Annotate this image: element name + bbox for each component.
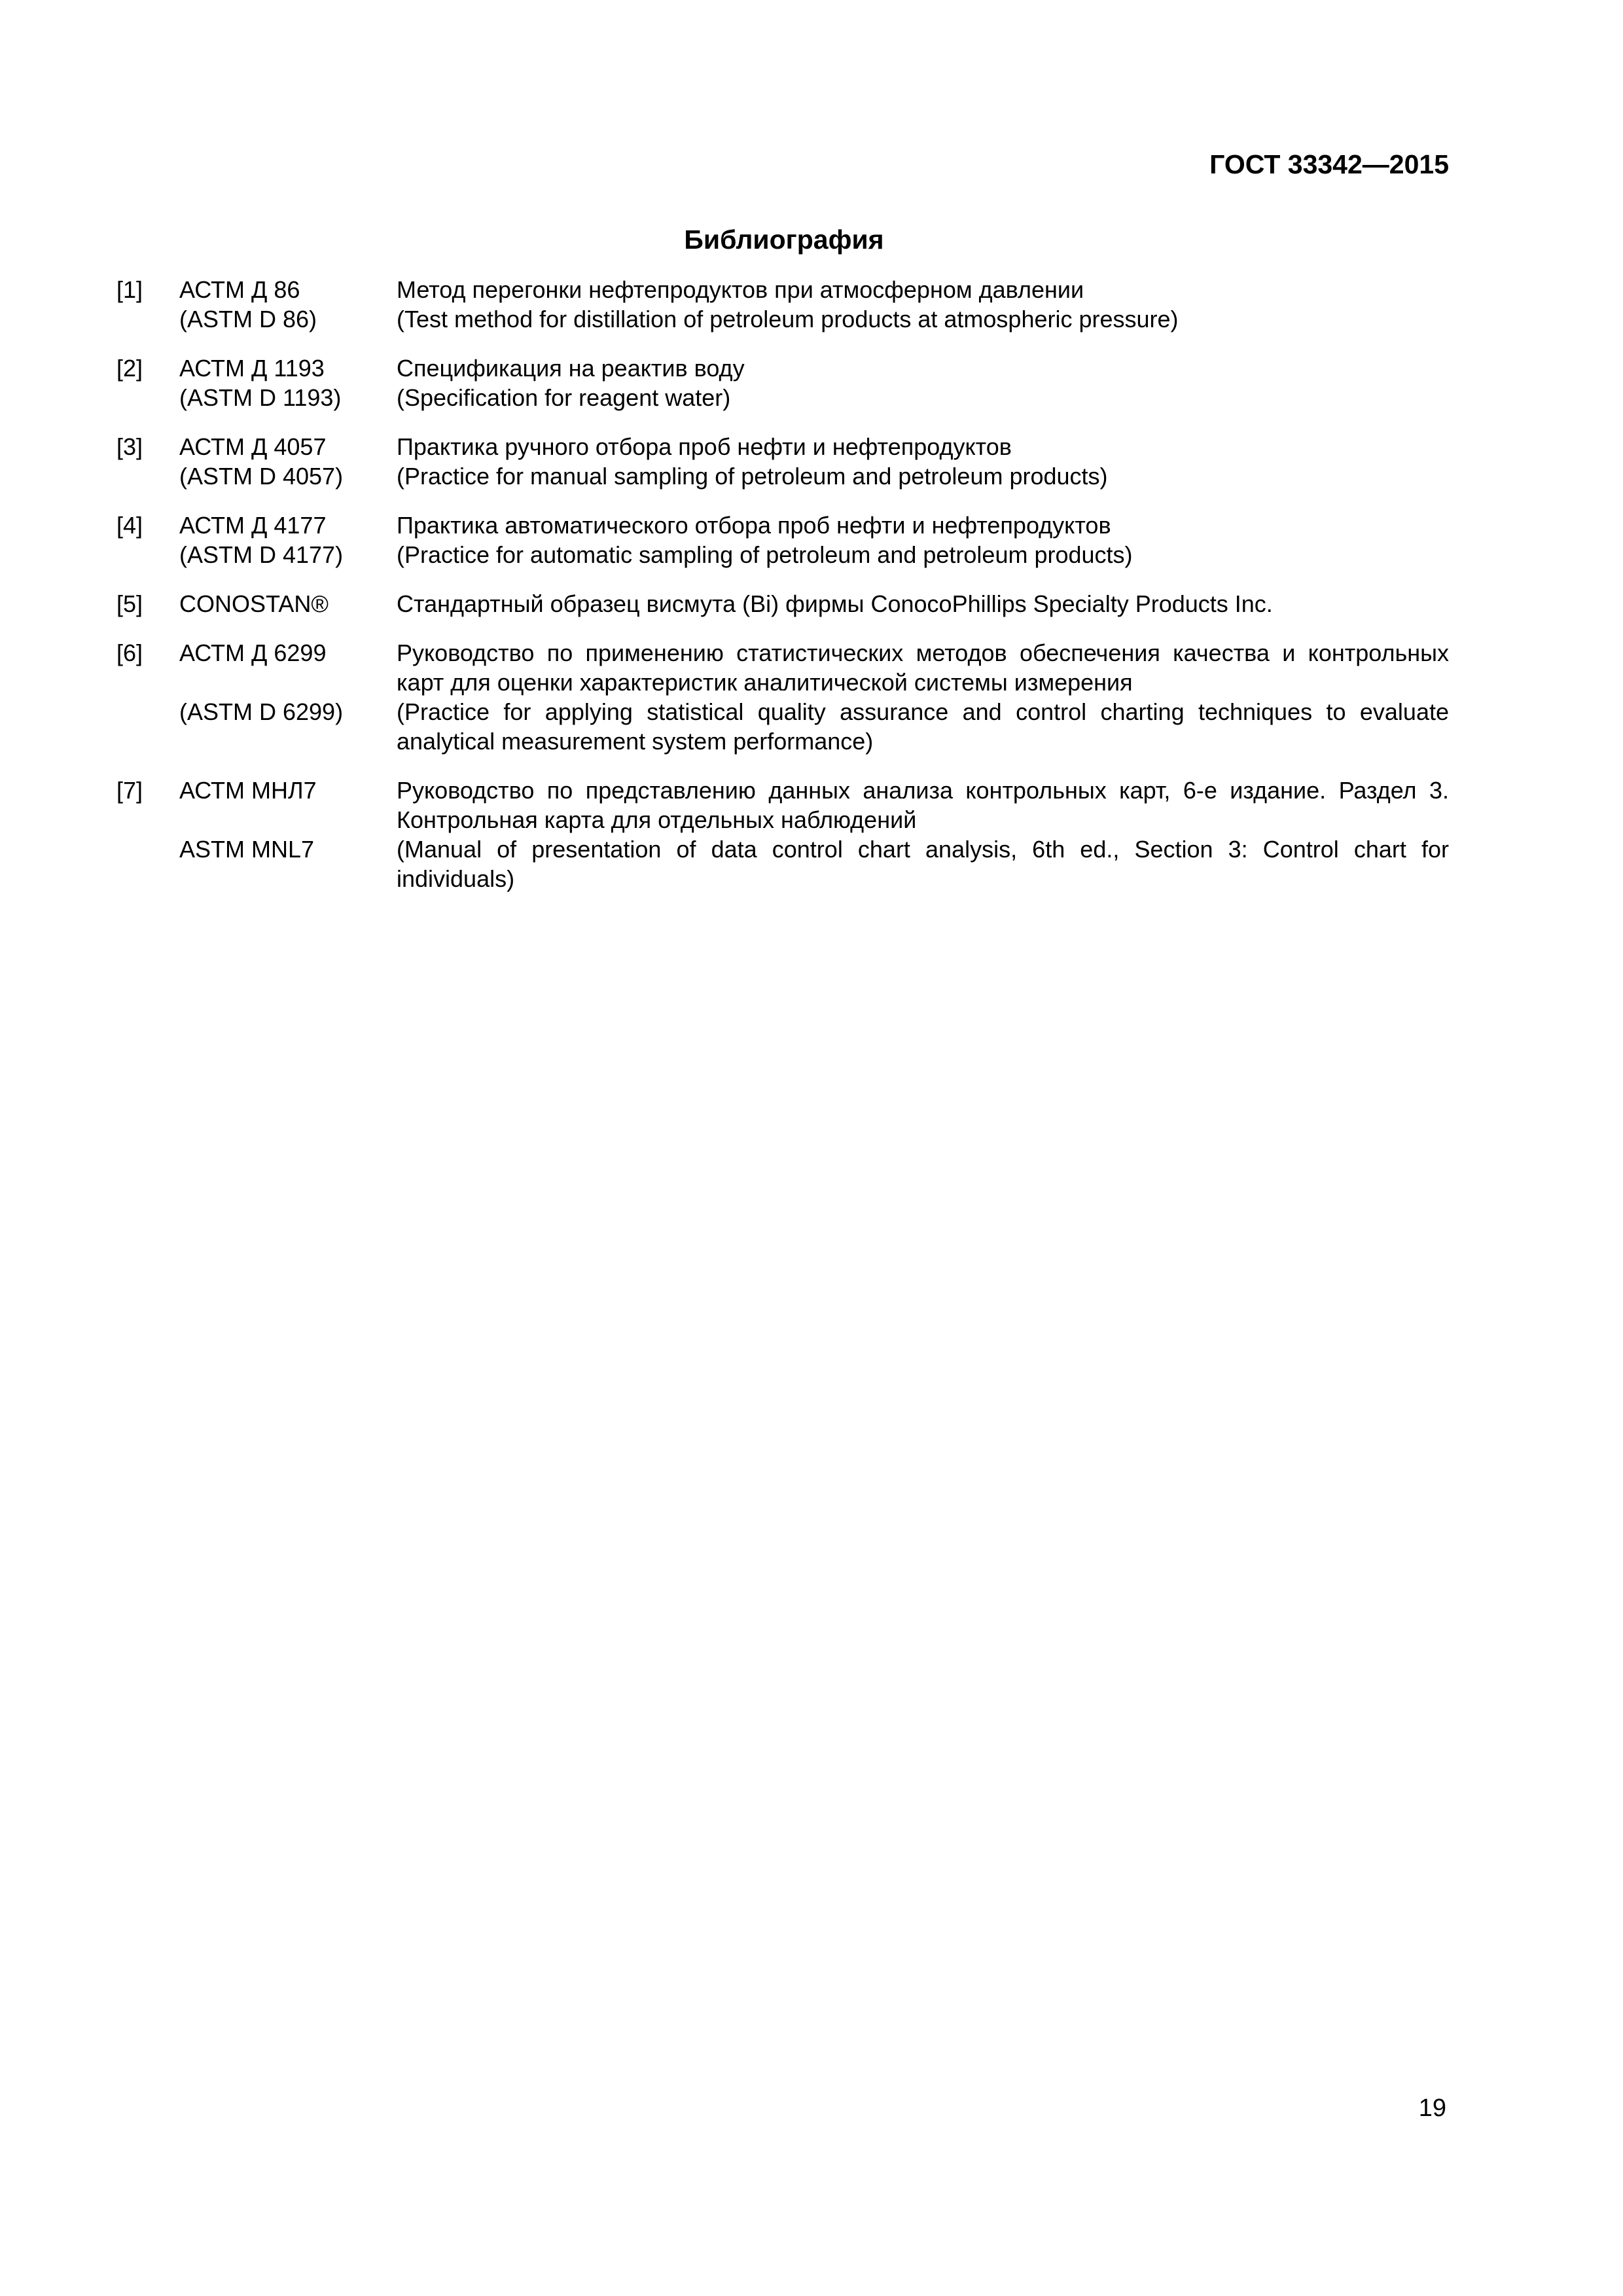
entry-number: [4] xyxy=(116,512,143,539)
entry-code: АСТМ Д 1193 xyxy=(179,355,325,382)
entry-number: [2] xyxy=(116,355,143,382)
entry-description: Спецификация на реактив воду xyxy=(397,355,745,382)
bibliography-entry xyxy=(116,589,1449,619)
entry-description: (Practice for manual sampling of petroleum and petroleum products) xyxy=(397,463,1108,490)
bibliography-entry xyxy=(116,432,1449,491)
entry-number: [3] xyxy=(116,433,143,460)
entry-description: Практика автоматического отбора проб нефти и нефтепродуктов xyxy=(397,512,1111,539)
entry-code: (ASTM D 4177) xyxy=(179,541,344,568)
entry-description: Метод перегонки нефтепродуктов при атмосферном давлении xyxy=(397,276,1084,303)
bibliography-entry xyxy=(116,275,1449,334)
entry-number: [6] xyxy=(116,639,143,666)
page-title: Библиография xyxy=(684,224,884,255)
entry-code: CONOSTAN® xyxy=(179,590,329,617)
entry-number: [5] xyxy=(116,590,143,617)
entry-number: [1] xyxy=(116,276,143,303)
entry-code: АСТМ Д 4057 xyxy=(179,433,327,460)
entry-description: (Practice for automatic sampling of petroleum and petroleum products) xyxy=(397,541,1133,568)
document-code: ГОСТ 33342—2015 xyxy=(1209,149,1449,179)
bibliography-entry xyxy=(116,353,1449,412)
entry-description: Стандартный образец висмута (Bi) фирмы ConocoPhillips Specialty Products Inc. xyxy=(397,590,1273,617)
entry-code: (ASTM D 6299) xyxy=(179,698,344,725)
bibliography-entry xyxy=(116,511,1449,569)
bibliography-entry xyxy=(116,638,1449,756)
entry-code: АСТМ МНЛ7 xyxy=(179,777,317,804)
entry-code: (ASTM D 86) xyxy=(179,306,317,332)
entry-code: ASTM MNL7 xyxy=(179,836,315,863)
entry-code: (ASTM D 1193) xyxy=(179,384,342,411)
bibliography-entry xyxy=(116,776,1449,893)
entry-code: АСТМ Д 4177 xyxy=(179,512,327,539)
entry-description: Руководство по применению статистических методов обеспечения качества и контрольных карт для оценки характеристик аналитической системы измерения xyxy=(397,639,1449,696)
entry-code: (ASTM D 4057) xyxy=(179,463,344,490)
entry-description: (Specification for reagent water) xyxy=(397,384,731,411)
entry-description: (Practice for applying statistical quality assurance and control charting techniques to evaluate analytical measurement system performance) xyxy=(397,698,1449,755)
page-number: 19 xyxy=(1418,2094,1446,2122)
entry-number: [7] xyxy=(116,777,143,804)
entry-code: АСТМ Д 86 xyxy=(179,276,300,303)
entry-code: АСТМ Д 6299 xyxy=(179,639,327,666)
entry-description: (Test method for distillation of petroleum products at atmospheric pressure) xyxy=(397,306,1179,332)
entry-description: (Manual of presentation of data control chart analysis, 6th ed., Section 3: Control chart for individuals) xyxy=(397,836,1449,892)
entry-description: Руководство по представлению данных анализа контрольных карт, 6-е издание. Раздел 3. Контрольная карта для отдельных наблюдений xyxy=(397,777,1449,833)
bibliography-list xyxy=(116,275,1449,913)
entry-description: Практика ручного отбора проб нефти и нефтепродуктов xyxy=(397,433,1012,460)
